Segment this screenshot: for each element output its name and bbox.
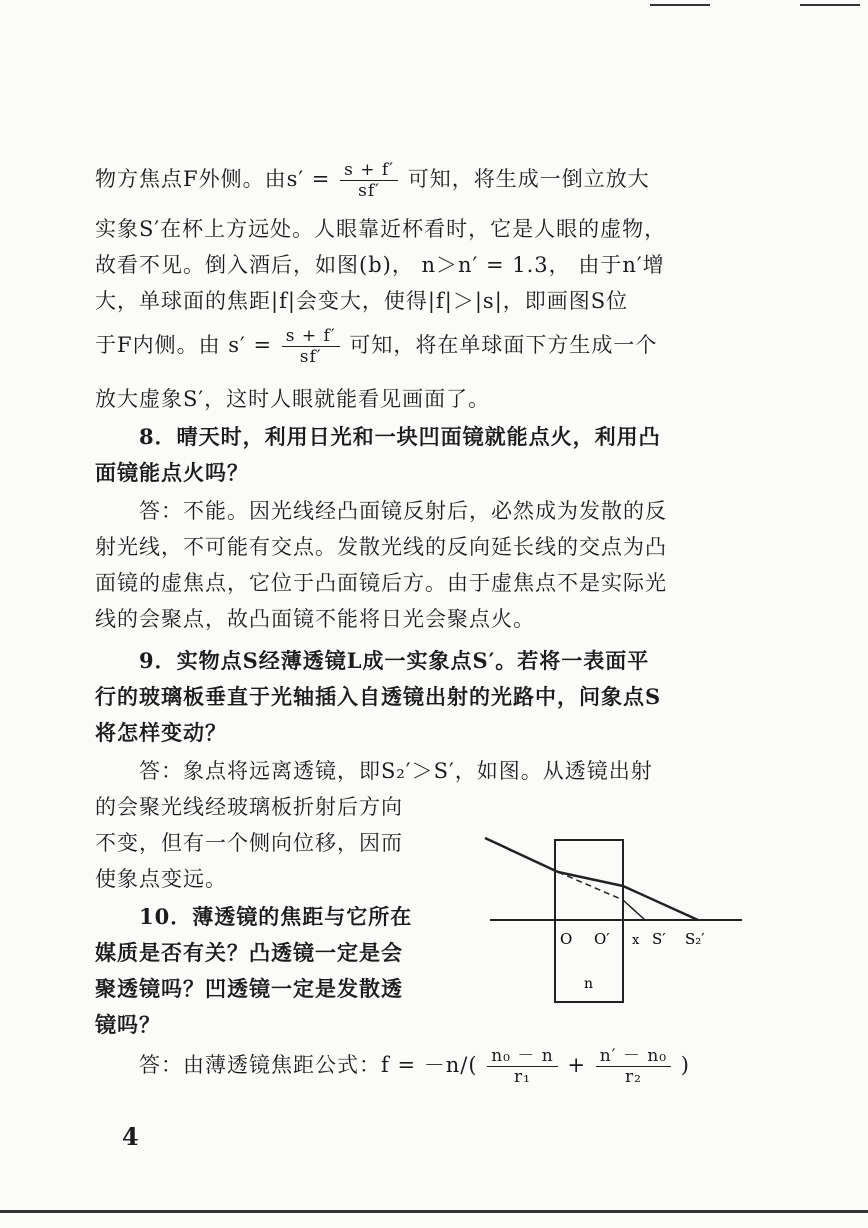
label-o: O	[560, 930, 573, 948]
question-10: 聚透镜吗？凹透镜一定是发散透	[95, 976, 403, 1001]
text-line: 于F内侧。由 s′ = $\frac{s + f'}{sf'}$ 可知，将在单球面下方生成一个	[95, 326, 658, 367]
question-10: 10．薄透镜的焦距与它所在	[139, 904, 413, 929]
answer-9: 不变，但有一个侧向位移，因而	[95, 831, 403, 855]
glass-plate-diagram	[480, 820, 750, 1010]
question-9: 9．实物点S经薄透镜L成一实象点S′。若将一表面平	[139, 648, 650, 673]
page-number: 4	[122, 1122, 139, 1151]
answer-10: 答：由薄透镜焦距公式：f = －n/( $\frac{\text{n₀ － n}}{\text{r₁}}$ + $\frac{\text{n′ － n₀}}{\text{r₂}}$ )	[139, 1046, 690, 1087]
question-8: 面镜能点火吗？	[95, 460, 249, 485]
fraction: $\frac{\text{n₀ － n}}{\text{r₁}}$	[487, 1046, 558, 1087]
question-10: 媒质是否有关？凸透镜一定是会	[95, 940, 403, 965]
fraction: $\frac{\text{n′ － n₀}}{\text{r₂}}$	[596, 1046, 671, 1087]
fraction: $\frac{s + f'}{sf'}$	[282, 326, 340, 367]
text-line: 实象S′在杯上方远处。人眼靠近杯看时，它是人眼的虚物，	[95, 217, 667, 241]
label-s2-prime: S₂′	[685, 930, 705, 948]
text-line: 放大虚象S′，这时人眼就能看见画面了。	[95, 387, 491, 411]
label-x: x	[632, 933, 640, 948]
top-rule	[800, 4, 860, 6]
top-rule	[650, 4, 710, 6]
question-10: 镜吗？	[95, 1012, 161, 1037]
answer-8: 射光线，不可能有交点。发散光线的反向延长线的交点为凸	[95, 535, 667, 559]
emergent-ray	[623, 886, 698, 920]
answer-9: 的会聚光线经玻璃板折射后方向	[95, 795, 403, 819]
question-9: 将怎样变动？	[95, 720, 227, 745]
answer-8: 答：不能。因光线经凸面镜反射后，必然成为发散的反	[139, 499, 667, 523]
answer-8: 面镜的虚焦点，它位于凸面镜后方。由于虚焦点不是实际光	[95, 571, 667, 595]
text-line: 大，单球面的焦距|f|会变大，使得|f|＞|s|，即画图S位	[95, 289, 629, 313]
bottom-rule	[0, 1210, 868, 1213]
text-line: 物方焦点F外侧。由s′ = $\frac{s + f'}{sf'}$ 可知，将生成一倒立放大	[95, 160, 650, 201]
fraction: $\frac{s + f'}{sf'}$	[340, 160, 398, 201]
original-ray	[623, 900, 645, 920]
answer-8: 线的会聚点，故凸面镜不能将日光会聚点火。	[95, 607, 535, 631]
label-o-prime: O′	[594, 930, 610, 948]
question-9: 行的玻璃板垂直于光轴插入自透镜出射的光路中，问象点S	[95, 684, 662, 709]
answer-9: 答：象点将远离透镜，即S₂′＞S′，如图。从透镜出射	[139, 759, 653, 783]
original-ray-dashed	[558, 872, 623, 900]
incident-ray	[485, 838, 558, 872]
question-8: 8．晴天时，利用日光和一块凹面镜就能点火，利用凸	[139, 424, 661, 449]
label-n: n	[584, 976, 594, 992]
label-s-prime: S′	[652, 930, 666, 948]
text-line: 故看不见。倒入酒后，如图(b)， n＞n′ = 1.3， 由于n′增	[95, 253, 665, 277]
refracted-ray	[558, 872, 623, 886]
answer-9: 使象点变远。	[95, 867, 227, 891]
